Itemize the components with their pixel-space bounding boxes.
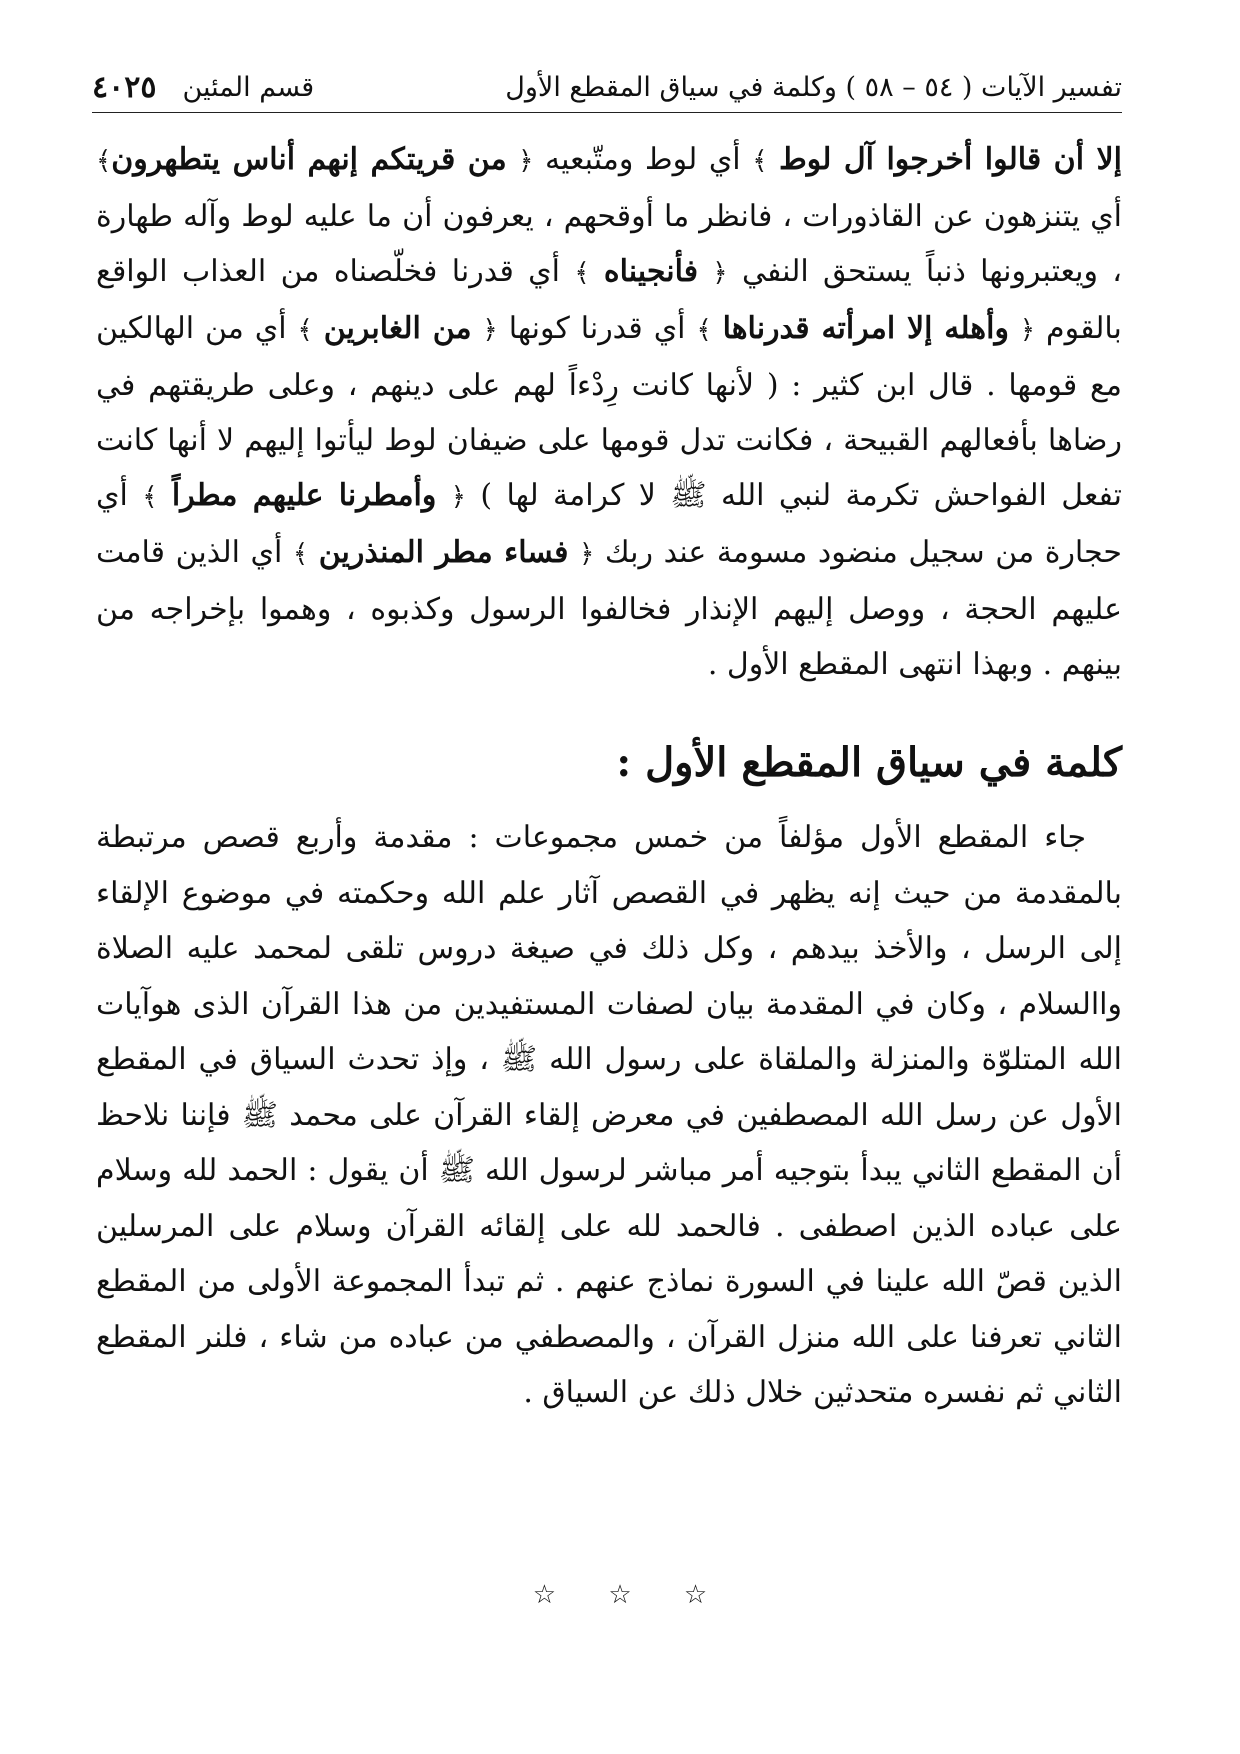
header-left-group [92,70,314,105]
ayah-open-bracket: ﴿ [518,146,534,176]
commentary-block [96,132,1122,692]
section-heading: كلمة في سياق المقطع الأول : [616,739,1122,786]
commentary-text: أي الذين قامت عليهم الحجة ، ووصل إليهم الإنذار فخالفوا الرسول وكذبوه ، وهموا بإخراجه من بينهم . وبهذا انتهى المقطع الأول . [96,535,1122,682]
commentary-text: أي لوط ومتّبعيه [545,142,741,177]
ayah-close-bracket: ﴾ [696,315,712,345]
ayah-close-bracket: ﴾ [292,539,309,569]
commentary-text: أي من الهالكين مع قومها . قال ابن كثير : ( لأنها كانت رِدْءاً لهم على دينهم ، وعلى طريقتهم في رضاها بأفعالهم القبيحة ، فكانت تدل قومها على ضيفان لوط ليأتوا إليهم لا أنها كانت تفعل الفواحش تكرمة لنبي الله ﷺ لا كرامة لها ) [96,311,1122,513]
star-icon: ☆ [532,1580,557,1610]
commentary-text: أي قدرنا فخلّصناه من العذاب الواقع بالقوم [96,254,1122,346]
quran-quote: فساء مطر المنذرين [318,535,569,570]
ayah-open-bracket: ﴿ [450,482,466,512]
section-separator [0,1580,1240,1610]
commentary-text: أي حجارة من سجيل منضود مسومة عند ربك [96,478,1122,570]
star-icon: ☆ [683,1580,708,1610]
running-header [92,62,1122,113]
ayah-close-bracket: ﴾ [96,146,112,176]
running-title: تفسير الآيات ( ٥٤ – ٥٨ ) وكلمة في سياق المقطع الأول [505,71,1122,103]
ayah-open-bracket: ﴿ [712,258,728,288]
part-label: قسم المئين [182,71,315,103]
ayah-open-bracket: ﴿ [482,315,498,345]
quran-quote: من الغابرين [323,311,472,346]
commentary-paragraph [96,132,1122,692]
section-paragraph: جاء المقطع الأول مؤلفاً من خمس مجموعات : مقدمة وأربع قصص مرتبطة بالمقدمة من حيث إنه يظهر في القصص آثار علم الله وحكمته في موضوع الإلقاء إلى الرسل ، والأخذ بيدهم ، وكل ذلك في صيغة دروس تلقى لمحمد عليه الصلاة واالسلام ، وكان في المقدمة بيان لصفات المستفيدين من هذا القرآن الذى هوآيات الله المتلوّة والمنزلة والملقاة على رسول الله ﷺ ، وإذ تحدث السياق في المقطع الأول عن رسل الله المصطفين في معرض إلقاء القرآن على محمد ﷺ فإننا نلاحظ أن المقطع الثاني يبدأ بتوجيه أمر مباشر لرسول الله ﷺ أن يقول : الحمد لله وسلام على عباده الذين اصطفى . فالحمد لله على إلقائه القرآن وسلام على المرسلين الذين قصّ الله علينا في السورة نماذج عنهم . ثم تبدأ المجموعة الأولى من المقطع الثاني تعرفنا على الله منزل القرآن ، والمصطفي من عباده من شاء ، فلنر المقطع الثاني ثم نفسره متحدثين خلال ذلك عن السياق . [96,820,1122,1410]
quran-quote: من قريتكم إنهم أناس يتطهرون [111,142,507,177]
page-number: ٤٠٢٥ [92,69,157,105]
ayah-close-bracket: ﴾ [297,315,313,345]
ayah-open-bracket: ﴿ [1019,315,1036,345]
ayah-close-bracket: ﴾ [752,146,768,176]
commentary-text: أي قدرنا كونها [508,311,686,346]
commentary-text: أي يتنزهون عن القاذورات ، فانظر ما أوقحهم ، يعرفون أن ما عليه لوط وآله طهارة ، ويعتبرونها ذنباً يستحق النفي [96,199,1122,289]
ayah-close-bracket: ﴾ [574,258,590,288]
quran-quote: فأنجيناه [603,254,699,289]
ayah-open-bracket: ﴿ [579,539,595,569]
quran-quote: وأمطرنا عليهم مطراً [171,478,437,513]
star-icon: ☆ [608,1580,632,1610]
quran-quote: وأهله إلا امرأته قدرناها [722,311,1009,346]
quran-quote: إلا أن قالوا أخرجوا آل لوط [779,142,1122,177]
ayah-close-bracket: ﴾ [142,482,158,512]
